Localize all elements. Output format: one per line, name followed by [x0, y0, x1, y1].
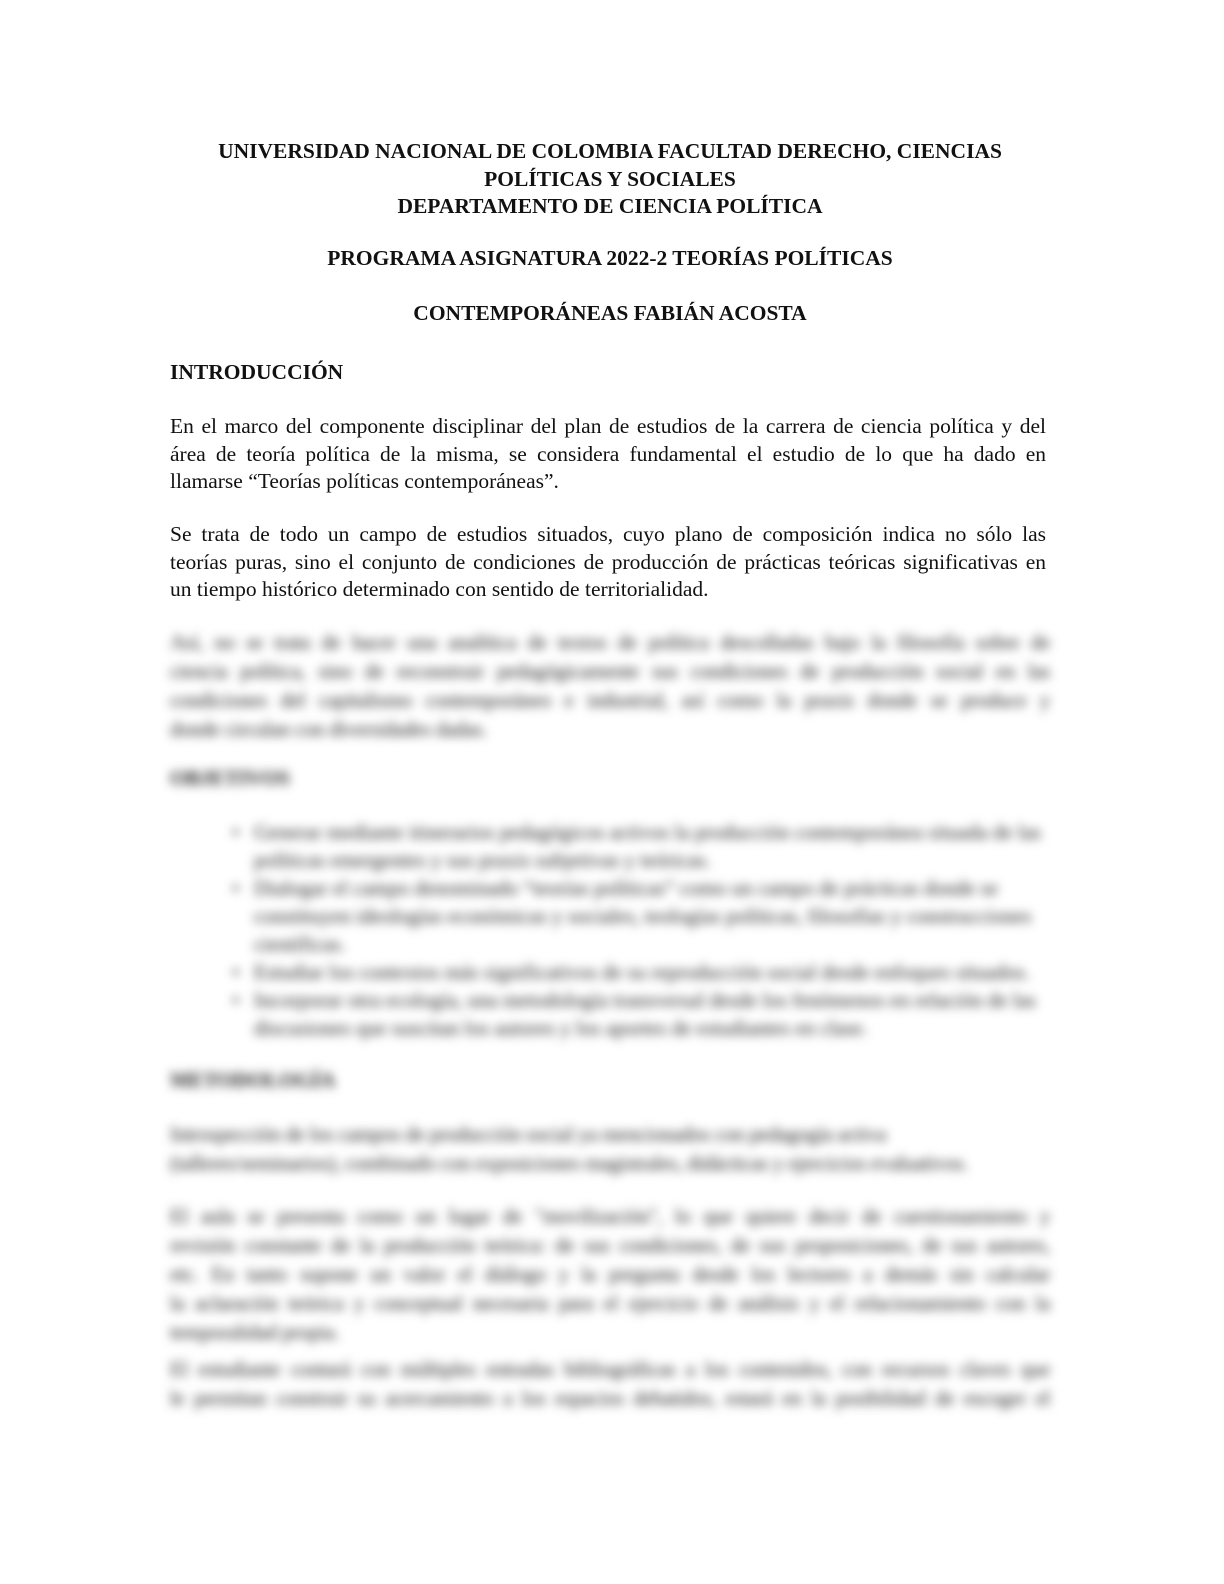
header-faculty-continued: POLÍTICAS Y SOCIALES: [484, 166, 736, 191]
paragraph-line: Introspección de los campos de producción social ya mencionados con pedagogía activa: [170, 1122, 886, 1146]
paragraph-line: la aclaración teórica y conceptual necesaria para el ejercicio de análisis y el relacionamiento con la: [170, 1291, 1050, 1315]
introduction-paragraph-2: [170, 521, 1046, 604]
paragraph-line: teorías puras, sino el conjunto de condiciones de producción de prácticas teóricas significativas en: [170, 549, 1046, 574]
methodology-paragraph-3: [170, 1355, 1050, 1413]
list-item: • Dialogar el campo denominado “teorías políticas” como un campo de prácticas donde se constituyen ideologías económicas y sociales, teologías políticas, filosofías y construcciones científicas.: [232, 874, 1050, 958]
introduction-paragraph-1: [170, 413, 1046, 496]
paragraph-line: un tiempo histórico determinado con sentido de territorialidad.: [170, 577, 709, 601]
methodology-paragraph-2: [170, 1202, 1050, 1347]
paragraph-line: temporalidad propia.: [170, 1320, 339, 1344]
paragraph-line: le permitan construir su acercamiento a los espacios debatidos, estará en la posibilidad de escoger el: [170, 1386, 1050, 1410]
paragraph-line: El estudiante contará con múltiples entradas bibliográficas a los contenidos, con recursos claves que: [170, 1357, 1050, 1381]
program-subtitle: CONTEMPORÁNEAS FABIÁN ACOSTA: [413, 301, 807, 325]
header-university: UNIVERSIDAD NACIONAL DE COLOMBIA FACULTAD DERECHO, CIENCIAS: [218, 139, 1002, 163]
paragraph-line: Así, no se trata de hacer una analítica de textos de política descolladas bajo la filosofía sobre de: [170, 630, 1050, 654]
methodology-heading: METODOLOGÍA: [170, 1068, 336, 1092]
list-item: • Incorporar otra ecología, una metodología transversal desde los fenómenos en relación de las discusiones que suscitan los autores y los aportes de estudiantes en clase.: [232, 986, 1050, 1042]
paragraph-line: (talleres/seminarios), combinado con exposiciones magistrales, didácticas y ejercicios evaluativos.: [170, 1151, 968, 1175]
list-item: • Generar mediante itinerarios pedagógicos activos la producción contemporánea situada de las políticas emergentes y sus praxis subjetivas y teóricas.: [232, 818, 1050, 874]
blurred-paragraph-3: [170, 628, 1050, 744]
introduction-heading: INTRODUCCIÓN: [170, 360, 344, 384]
paragraph-line: etc. En tanto supone un valor el diálogo y la pregunta desde los lectores a demás sin calcular: [170, 1262, 1050, 1286]
program-title: PROGRAMA ASIGNATURA 2022-2 TEORÍAS POLÍTICAS: [327, 246, 893, 270]
paragraph-line: El aula se presenta como un lugar de "movilización", lo que quiere decir de cuestionamiento y: [170, 1204, 1050, 1228]
paragraph-line: área de teoría política de la misma, se considera fundamental el estudio de lo que ha dado en: [170, 441, 1046, 466]
methodology-paragraph-1: [170, 1120, 1050, 1178]
objectives-heading: OBJETIVOS: [170, 766, 290, 790]
paragraph-line: donde circulan con diversidades dadas.: [170, 717, 487, 741]
paragraph-line: condiciones del capitalismo contemporáneo e industrial, así como la praxis donde se produce y: [170, 688, 1050, 712]
paragraph-line: Se trata de todo un campo de estudios situados, cuyo plano de composición indica no sólo las: [170, 522, 1046, 546]
list-item: • Estudiar los contextos más significativos de su reproducción social desde enfoques situados.: [232, 958, 1050, 986]
paragraph-line: revisión constante de la producción teórica: de sus condiciones, de sus proposiciones, de sus autores,: [170, 1233, 1050, 1257]
objectives-list: [232, 818, 1050, 1042]
document-header: [160, 138, 1060, 221]
paragraph-line: ciencia política, sino de reconstruir pedagógicamente sus condiciones de producción social en las: [170, 659, 1050, 683]
blurred-preview-region: [0, 620, 1224, 1450]
paragraph-line: En el marco del componente disciplinar del plan de estudios de la carrera de ciencia política y del: [170, 414, 1046, 438]
header-department: DEPARTAMENTO DE CIENCIA POLÍTICA: [397, 194, 823, 218]
paragraph-line: llamarse “Teorías políticas contemporáneas”.: [170, 469, 559, 493]
